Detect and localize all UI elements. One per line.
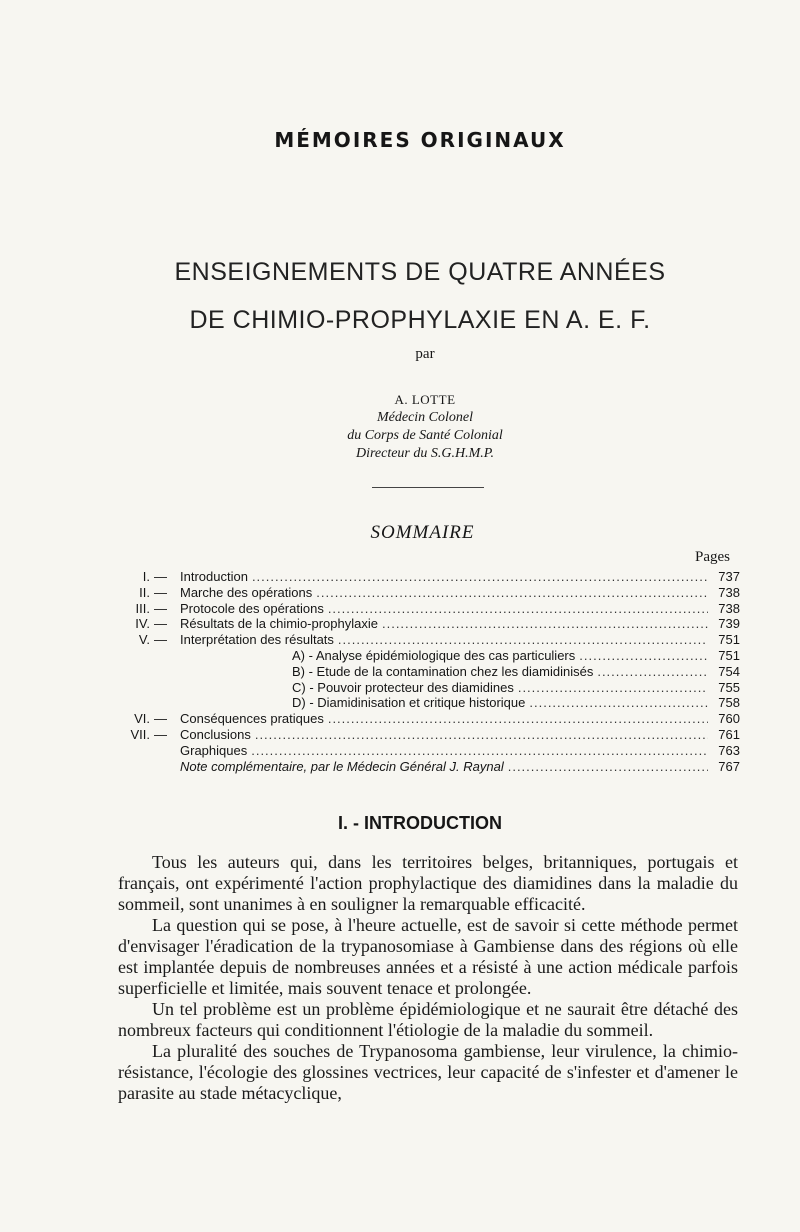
author-name: A. LOTTE — [394, 392, 456, 407]
toc-text: Marche des opérations — [180, 584, 313, 600]
toc-page: 751 — [718, 632, 740, 648]
toc-text: Protocole des opérations — [180, 600, 324, 616]
section-heading: I. - INTRODUCTION — [338, 813, 502, 833]
toc-leader-dots — [529, 695, 708, 711]
toc-dash: — — [154, 569, 167, 584]
toc-leader-dots — [255, 727, 708, 743]
toc-page: 758 — [718, 695, 740, 711]
toc-leader-dots — [328, 711, 708, 727]
toc-page: 738 — [718, 584, 740, 600]
article-title-line-1: ENSEIGNEMENTS DE QUATRE ANNÉES — [174, 258, 666, 286]
toc-dash: — — [154, 632, 167, 648]
toc-leader-dots — [316, 585, 708, 601]
author-affiliation-3: Directeur du S.G.H.M.P. — [355, 446, 495, 461]
sommaire-title: SOMMAIRE — [370, 522, 475, 543]
toc-page: 767 — [718, 758, 740, 774]
byline-par: par — [415, 346, 435, 362]
toc-leader-dots — [518, 680, 708, 696]
toc-leader-dots — [597, 664, 708, 680]
toc-entry — [100, 711, 740, 727]
toc-number: V. — [138, 632, 150, 648]
author-affiliation-1: Médecin Colonel — [376, 410, 474, 425]
toc-entry — [100, 727, 740, 743]
toc-dash: — — [154, 711, 167, 727]
toc-text: D) - Diamidinisation et critique historique — [292, 695, 526, 711]
toc-dash: — — [154, 584, 167, 600]
toc-leader-dots — [328, 601, 708, 617]
toc-page: 739 — [718, 616, 740, 632]
toc-entry — [100, 759, 740, 775]
toc-entry — [100, 743, 740, 759]
toc-leader-dots — [338, 632, 708, 648]
toc-entry — [100, 632, 740, 648]
article-title-line-2: DE CHIMIO-PROPHYLAXIE EN A. E. F. — [189, 306, 651, 334]
toc-number: VII. — [130, 726, 150, 742]
toc-page: 754 — [718, 663, 740, 679]
toc-text: Résultats de la chimio-prophylaxie — [180, 616, 378, 632]
toc-leader-dots — [252, 569, 708, 585]
toc-leader-dots — [382, 616, 708, 632]
toc-number: I. — [142, 569, 150, 584]
paragraph: La pluralité des souches de Trypanosoma gambiense, leur virulence, la chimio-résistance, l'écologie des glossines vectrices, leur capacité de s'infester et d'amener le parasite au stade métacyclique, — [118, 1041, 738, 1103]
toc-entry — [100, 601, 740, 617]
toc-page: 737 — [718, 569, 740, 584]
section-label: MÉMOIRES ORIGINAUX — [274, 128, 566, 152]
divider-rule — [372, 487, 484, 488]
toc-text: Interprétation des résultats — [180, 632, 334, 648]
toc-leader-dots — [579, 648, 708, 664]
toc-entry — [100, 585, 740, 601]
pages-column-label: Pages — [695, 549, 730, 565]
toc-text: C) - Pouvoir protecteur des diamidines — [292, 679, 514, 695]
toc-text: B) - Etude de la contamination chez les diamidinisés — [292, 663, 594, 679]
paragraph: Tous les auteurs qui, dans les territoires belges, britanniques, portugais et français, ont expérimenté l'action prophylactique des diamidines dans la maladie du sommeil, sont unanimes à en souligner la remarquable efficacité. — [118, 852, 738, 914]
toc-number: III. — [135, 600, 150, 616]
toc-text: Graphiques — [180, 742, 248, 758]
toc-page: 761 — [718, 726, 740, 742]
paragraph: La question qui se pose, à l'heure actuelle, est de savoir si cette méthode permet d'envisager l'éradication de la trypanosomiase à Gambiense dans des régions où elle est implantée depuis de nombreuses années et a résisté à une action médicale parfois superficielle et limitée, mais souvent tenace et prolongée. — [118, 915, 738, 998]
toc-leader-dots — [251, 743, 708, 759]
toc-entry — [100, 648, 740, 664]
toc-page: 738 — [718, 600, 740, 616]
toc-page: 760 — [718, 711, 740, 727]
body-text — [118, 852, 738, 1104]
toc-number: VI. — [134, 711, 150, 727]
toc-dash: — — [154, 600, 167, 616]
toc-dash: — — [154, 726, 167, 742]
toc-page: 755 — [718, 679, 740, 695]
toc-leader-dots — [508, 759, 708, 775]
toc-text: A) - Analyse épidémiologique des cas particuliers — [292, 647, 576, 663]
author-affiliation-2: du Corps de Santé Colonial — [347, 428, 503, 443]
toc-entry — [100, 616, 740, 632]
toc-entry — [100, 569, 740, 585]
toc-number: II. — [139, 584, 150, 600]
toc-dash: — — [154, 616, 167, 632]
toc-entry — [100, 680, 740, 696]
toc-text: Conséquences pratiques — [180, 711, 324, 727]
toc-text: Introduction — [180, 569, 248, 584]
toc-page: 751 — [718, 647, 740, 663]
toc-entry — [100, 664, 740, 680]
toc-text: Note complémentaire, par le Médecin Général J. Raynal — [180, 758, 504, 774]
toc-number: IV. — [135, 616, 150, 632]
toc-text: Conclusions — [180, 726, 251, 742]
table-of-contents — [100, 569, 740, 774]
toc-page: 763 — [718, 742, 740, 758]
paragraph: Un tel problème est un problème épidémiologique et ne saurait être détaché des nombreux facteurs qui conditionnent l'étiologie de la maladie du sommeil. — [118, 999, 738, 1040]
toc-entry — [100, 695, 740, 711]
